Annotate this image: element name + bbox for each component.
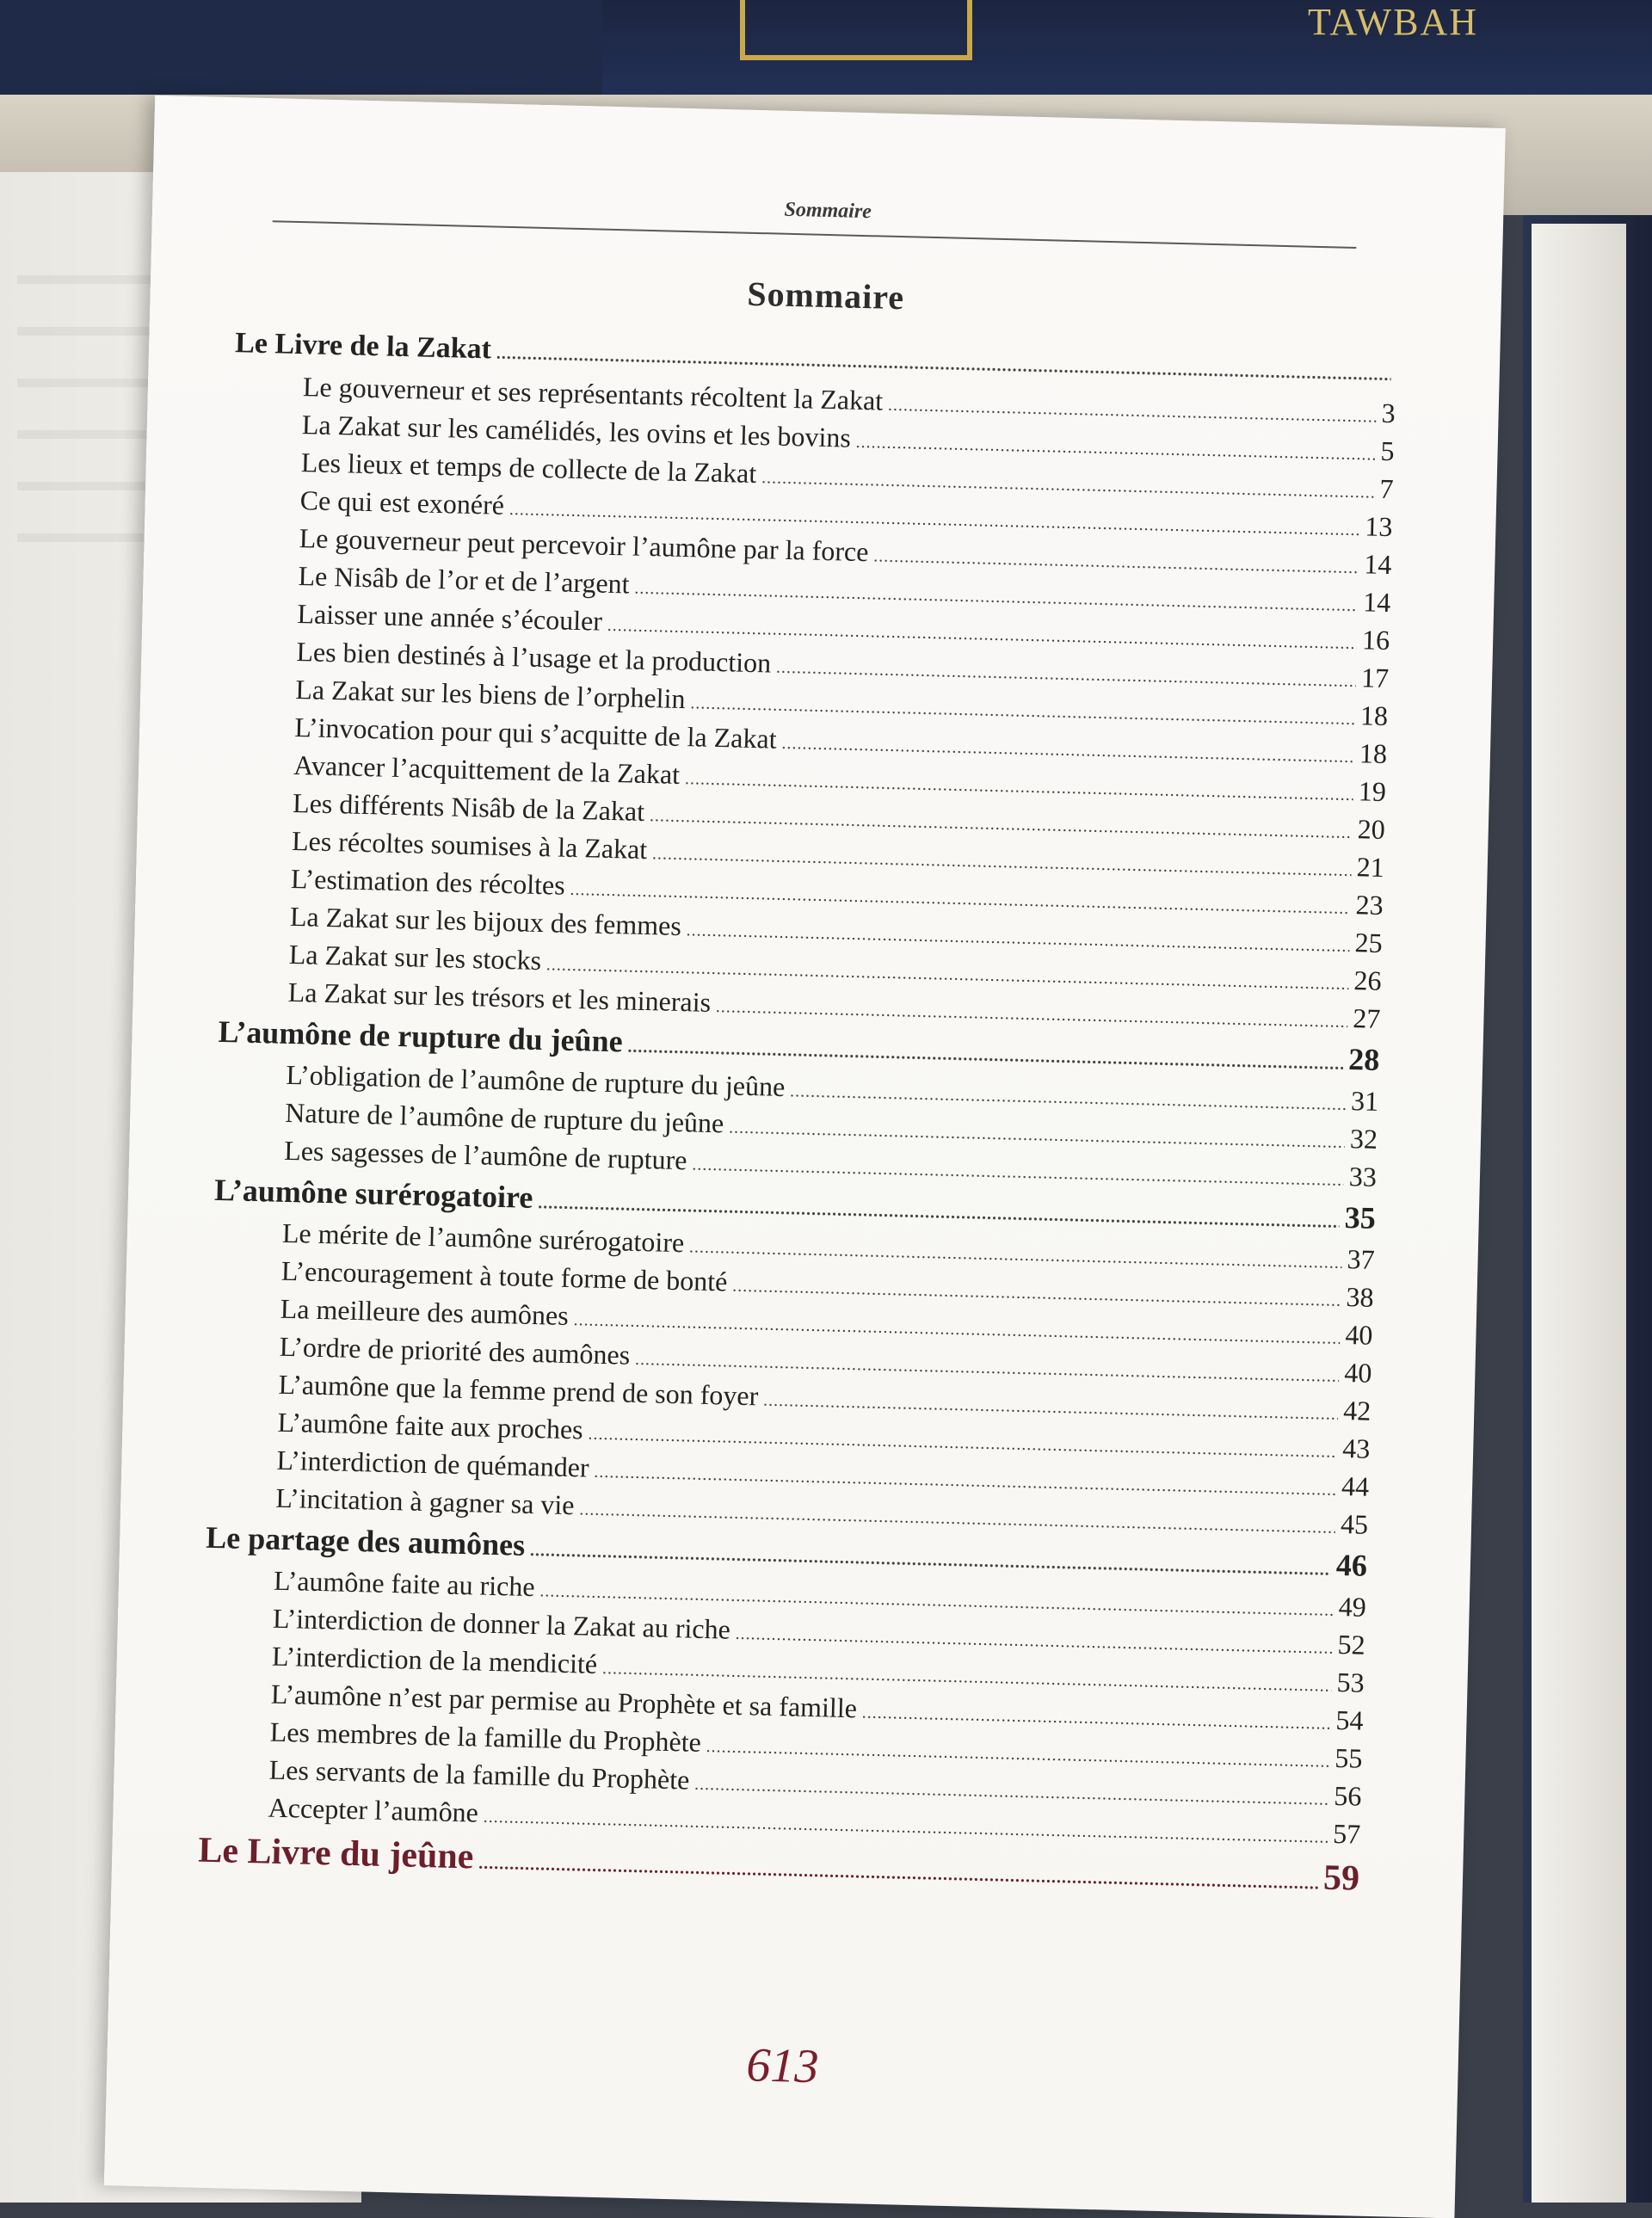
toc-entry-page: 32	[1349, 1123, 1378, 1155]
toc-entry-label: Les récoltes soumises à la Zakat	[291, 824, 648, 866]
toc-entry-label: Le mérite de l’aumône surérogatoire	[281, 1217, 685, 1259]
toc-entry-label: Le Nisâb de l’or et de l’argent	[298, 560, 631, 600]
toc-entry-label: L’ordre de priorité des aumônes	[279, 1330, 631, 1371]
toc-entry-label: L’estimation des récoltes	[290, 862, 566, 901]
toc-entry-label: La Zakat sur les trésors et les minerais	[287, 976, 712, 1018]
toc-entry-page: 56	[1333, 1779, 1362, 1812]
toc-entry-label: L’aumône n’est par permise au Prophète et sa famille	[270, 1678, 858, 1724]
gold-ornament	[740, 0, 972, 60]
toc-entry-label: La Zakat sur les stocks	[288, 938, 542, 977]
toc-entry-page: 14	[1363, 548, 1392, 581]
toc-entry-page: 25	[1354, 927, 1384, 958]
toc-entry-page: 19	[1358, 775, 1387, 808]
toc-entry-page: 23	[1355, 889, 1384, 921]
toc-entry-page: 52	[1337, 1628, 1366, 1660]
toc-entry-page: 5	[1380, 434, 1396, 467]
toc-entry-page: 33	[1348, 1161, 1378, 1192]
toc-entry-page: 45	[1340, 1507, 1369, 1540]
toc-entry-page: 59	[1322, 1858, 1360, 1899]
toc-entry-label: Le Livre de la Zakat	[234, 327, 492, 366]
toc-entry-label: Le gouverneur et ses représentants récoltent la Zakat	[302, 371, 884, 416]
toc-entry-page: 57	[1332, 1817, 1361, 1850]
toc-entry-label: Accepter l’aumône	[268, 1791, 479, 1828]
page-title: Sommaire	[746, 274, 905, 317]
toc-entry-page: 21	[1356, 851, 1385, 883]
toc-entry-page: 37	[1347, 1243, 1376, 1275]
toc-entry-label: L’obligation de l’aumône de rupture du jeûne	[286, 1058, 786, 1103]
toc-entry-label: L’interdiction de la mendicité	[271, 1640, 598, 1679]
toc-entry-label: La meilleure des aumônes	[280, 1292, 570, 1331]
toc-entry-page: 13	[1364, 510, 1393, 543]
toc-entry-page: 20	[1357, 813, 1386, 845]
toc-entry-page: 53	[1336, 1666, 1365, 1698]
toc-entry-label: Les sagesses de l’aumône de rupture	[283, 1134, 687, 1176]
toc-entry-label: L’aumône surérogatoire	[213, 1172, 533, 1215]
toc-entry-label: Les servants de la famille du Prophète	[268, 1753, 690, 1796]
toc-entry-page: 18	[1359, 737, 1388, 770]
toc-entry-label: La Zakat sur les biens de l’orphelin	[294, 674, 686, 715]
toc-entry-page: 35	[1344, 1199, 1377, 1235]
toc-entry-label: Ce qui est exonéré	[299, 484, 505, 521]
toc-entry-label: Le partage des aumônes	[205, 1519, 526, 1562]
toc-entry-label: Le gouverneur peut percevoir l’aumône par la force	[299, 522, 869, 568]
toc-entry-label: Le Livre du jeûne	[197, 1830, 474, 1877]
toc-entry-page: 54	[1335, 1704, 1364, 1736]
toc-entry-page: 42	[1342, 1395, 1372, 1426]
toc-list	[198, 321, 1397, 1904]
toc-entry-page: 7	[1379, 472, 1394, 505]
toc-entry-label: Les lieux et temps de collecte de la Zakat	[300, 447, 757, 490]
toc-entry-label: L’aumône faite au riche	[273, 1564, 536, 1603]
toc-entry-page: 40	[1343, 1357, 1372, 1389]
toc-entry-label: L’incitation à gagner sa vie	[275, 1482, 575, 1521]
toc-entry-page: 28	[1347, 1042, 1380, 1077]
toc-entry-label: Laisser une année s’écouler	[297, 598, 603, 637]
toc-entry-label: Les bien destinés à l’usage et la production	[296, 636, 772, 679]
toc-entry-page: 31	[1350, 1085, 1379, 1117]
toc-entry-page: 18	[1359, 699, 1389, 732]
book-brand: TAWBAH	[1308, 1, 1479, 43]
toc-entry-page: 17	[1360, 662, 1390, 694]
toc-entry-page: 14	[1362, 586, 1391, 619]
toc-entry-page: 55	[1334, 1741, 1363, 1774]
page-number: 613	[745, 2038, 820, 2094]
toc-entry-page: 26	[1353, 964, 1382, 996]
toc-entry-label: Nature de l’aumône de rupture du jeûne	[284, 1096, 724, 1139]
toc-entry-page: 40	[1345, 1319, 1373, 1351]
toc-page	[104, 95, 1506, 2218]
toc-entry-label: L’encouragement à toute forme de bonté	[280, 1254, 728, 1297]
toc-entry-label: Les membres de la famille du Prophète	[269, 1716, 702, 1758]
toc-entry-page: 38	[1346, 1281, 1374, 1313]
toc-entry-page: 49	[1338, 1590, 1367, 1623]
toc-entry-label: L’interdiction de quémander	[276, 1444, 590, 1483]
toc-entry-label: L’invocation pour qui s’acquitte de la Zakat	[293, 712, 778, 755]
toc-entry-label: Avancer l’acquittement de la Zakat	[293, 749, 681, 790]
toc-entry-label: L’aumône de rupture du jeûne	[218, 1014, 624, 1059]
right-page-stack	[1532, 224, 1626, 2203]
toc-entry-label: L’interdiction de donner la Zakat au riche	[272, 1602, 731, 1645]
toc-entry-page: 3	[1381, 397, 1396, 429]
toc-entry-page: 46	[1335, 1547, 1368, 1583]
background-book-left	[0, 0, 602, 103]
toc-entry-label: L’aumône que la femme prend de son foyer	[278, 1368, 759, 1412]
toc-entry-page: 27	[1353, 1002, 1381, 1034]
running-head: Sommaire	[784, 198, 872, 224]
toc-entry-label: La Zakat sur les bijoux des femmes	[289, 900, 682, 942]
toc-entry-label: Les différents Nisâb de la Zakat	[292, 786, 645, 827]
toc-entry-label: La Zakat sur les camélidés, les ovins et les bovins	[301, 409, 852, 453]
toc-entry-label: L’aumône faite aux proches	[277, 1406, 584, 1445]
toc-entry-page: 16	[1361, 624, 1390, 656]
toc-entry-page: 44	[1341, 1469, 1370, 1502]
toc-entry-page: 43	[1341, 1432, 1371, 1464]
